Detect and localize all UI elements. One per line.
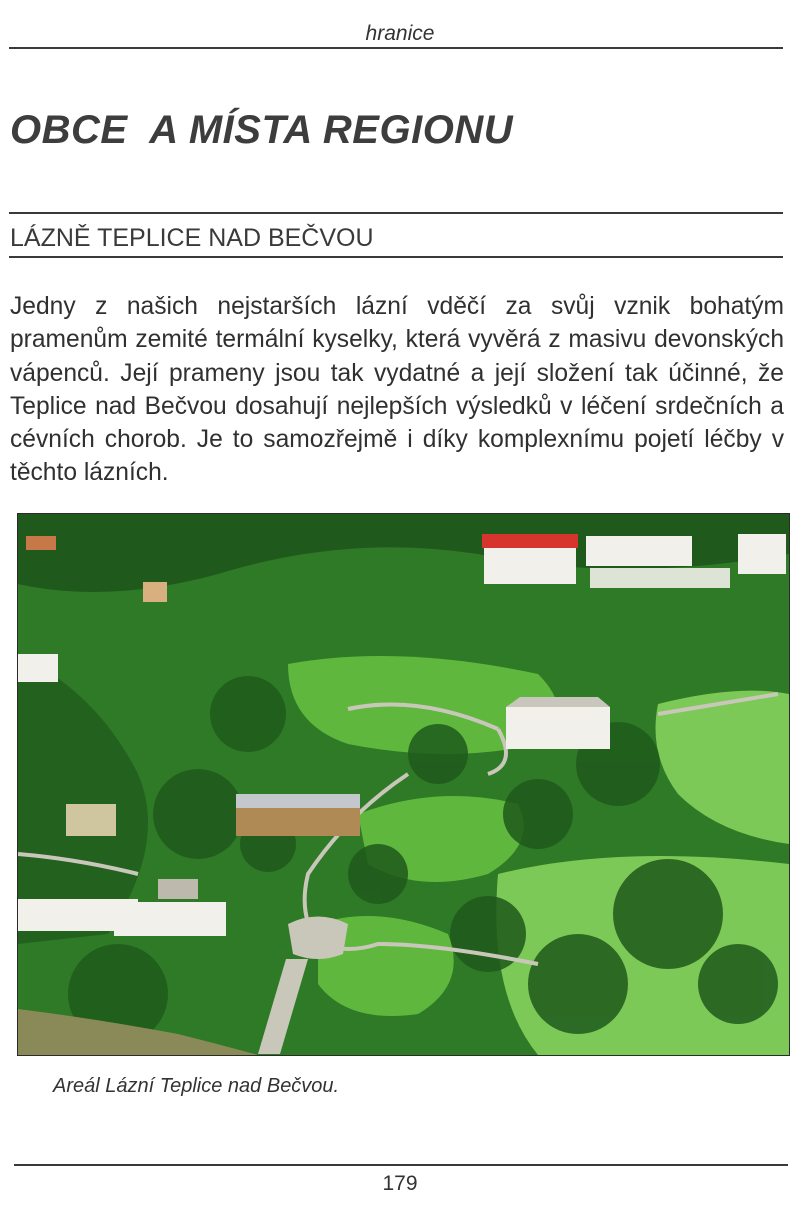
section-title: LÁZNĚ TEPLICE NAD BEČVOU xyxy=(10,224,374,252)
header-rule xyxy=(9,47,783,49)
page-number: 179 xyxy=(382,1172,418,1195)
footer-rule xyxy=(14,1164,788,1166)
plaza xyxy=(288,917,348,960)
body-paragraph: Jedny z našich nejstarších lázní vděčí za svůj vznik bohatým pramenům zemité termální kyselky, která vyvěrá z masivu devonských vápenců. Její prameny jsou tak vydatné a její složení tak účinné, že Teplice nad Bečvou dosahují nejlepších výsledků v léčení srdečních a cévních chorob. Je to samozřejmě i díky komplexnímu pojetí léčby v těchto lázních. xyxy=(10,293,784,487)
spa-hotel-center xyxy=(506,697,610,749)
section-top-rule xyxy=(9,212,783,214)
photo-caption: Areál Lázní Teplice nad Bečvou. xyxy=(53,1075,340,1097)
aerial-photo-illustration xyxy=(18,514,789,1055)
chateau-building xyxy=(236,794,360,836)
section-bottom-rule xyxy=(9,256,783,258)
running-header: hranice xyxy=(365,22,435,45)
spa-house-red-roof xyxy=(482,534,578,584)
aerial-photo-spa-area xyxy=(17,513,790,1056)
page-title: OBCE A MÍSTA REGIONU xyxy=(10,108,514,152)
